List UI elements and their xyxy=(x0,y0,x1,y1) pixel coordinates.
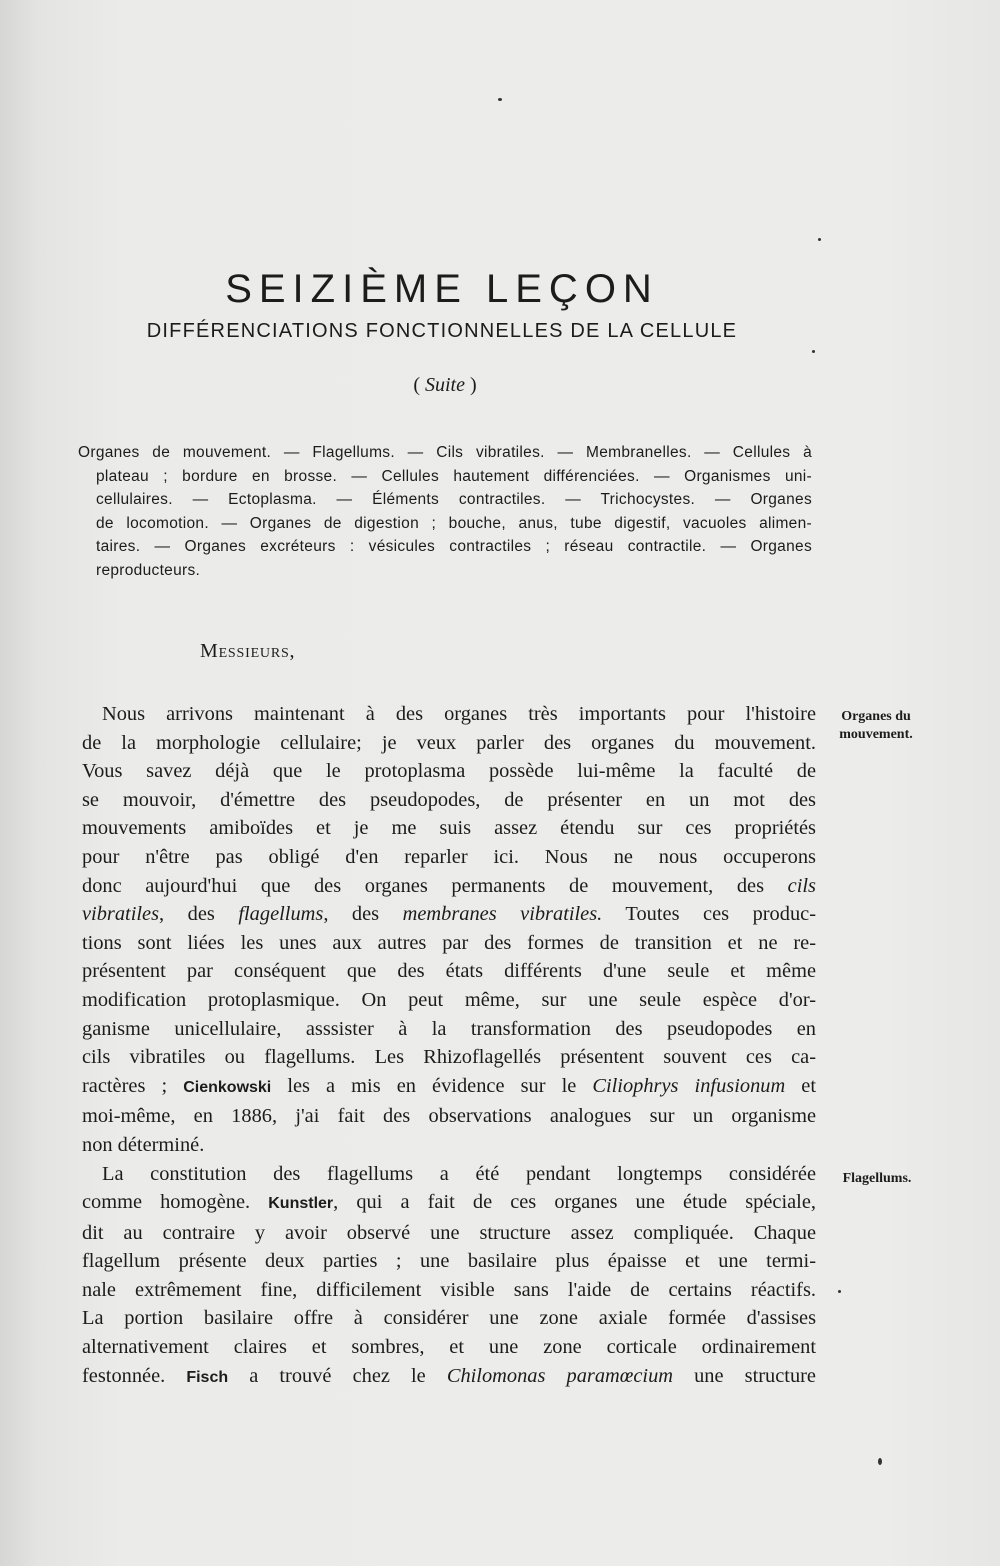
body-line: pour n'être pas obligé d'en reparler ici. Nous ne nous occuperons xyxy=(82,845,816,868)
salutation: Messieurs, xyxy=(200,640,296,662)
suite-label: ( Suite ) xyxy=(413,374,477,396)
margin-note-organes-du-mouvement xyxy=(826,708,926,744)
body-line xyxy=(82,1072,816,1103)
body-line: La portion basilaire offre à considérer une zone axiale formée d'assises xyxy=(82,1307,816,1330)
body-line xyxy=(82,1188,816,1219)
italic-term: flagellums xyxy=(238,903,324,926)
text-run: , qui a fait de ces organes une étude spéciale, xyxy=(333,1191,816,1214)
print-speck xyxy=(498,98,502,101)
body-text xyxy=(82,700,816,1392)
italic-term: membranes vibratiles. xyxy=(402,903,603,926)
body-line: se mouvoir, d'émettre des pseudopodes, de présenter en un mot des xyxy=(82,788,816,811)
print-speck xyxy=(812,350,815,353)
body-line: flagellum présente deux parties ; une basilaire plus épaisse et une termi- xyxy=(82,1250,816,1273)
italic-term: cils xyxy=(787,874,816,897)
body-line: cils vibratiles ou flagellums. Les Rhizoflagellés présentent souvent ces ca- xyxy=(82,1046,816,1069)
author-name: Kunstler xyxy=(268,1195,334,1213)
text-run: une structure xyxy=(673,1364,816,1387)
summary-line: reproducteurs. xyxy=(96,561,201,579)
summary-line: plateau ; bordure en brosse. — Cellules hautement différenciées. — Organismes uni- xyxy=(96,467,812,485)
text-run: ractères ; xyxy=(82,1074,184,1097)
text-run: , des xyxy=(323,903,403,926)
chapter-summary xyxy=(78,441,812,582)
text-run: Toutes ces produc- xyxy=(602,903,816,926)
margin-note-line: Organes du xyxy=(841,709,911,724)
body-line: Vous savez déjà que le protoplasma possède lui-même la faculté de xyxy=(82,760,816,783)
print-speck xyxy=(878,1458,882,1465)
page-title: SEIZIÈME LEÇON xyxy=(225,266,659,311)
species-name: Chilomonas paramœcium xyxy=(446,1364,673,1387)
body-line: Nous arrivons maintenant à des organes très importants pour l'histoire xyxy=(102,703,816,725)
species-name: Ciliophrys infusionum xyxy=(592,1074,786,1097)
body-line: moi-même, en 1886, j'ai fait des observations analogues sur un organisme xyxy=(82,1105,816,1128)
author-name: Cienkowski xyxy=(183,1078,272,1096)
body-line: mouvements amiboïdes et je me suis assez étendu sur ces propriétés xyxy=(82,817,816,840)
author-name: Fisch xyxy=(186,1368,229,1386)
body-line: tions sont liées les unes aux autres par des formes de transition et ne re- xyxy=(82,931,816,954)
body-line: La constitution des flagellums a été pendant longtemps considérée xyxy=(102,1162,816,1185)
body-line: dit au contraire y avoir observé une structure assez compliquée. Chaque xyxy=(82,1221,816,1244)
text-run: et xyxy=(785,1074,816,1097)
summary-line: cellulaires. — Ectoplasma. — Éléments contractiles. — Trichocystes. — Organes xyxy=(96,491,812,508)
text-run: comme homogène. xyxy=(82,1191,269,1214)
body-line xyxy=(82,872,816,901)
summary-line: taires. — Organes excréteurs : vésicules contractiles ; réseau contractile. — Organes xyxy=(96,538,812,555)
body-line: alternativement claires et sombres, et une zone corticale ordinairement xyxy=(82,1336,816,1359)
summary-line: Organes de mouvement. — Flagellums. — Cils vibratiles. — Membranelles. — Cellules à xyxy=(78,444,812,461)
text-run: donc aujourd'hui que des organes permanents de mouvement, des xyxy=(82,874,788,897)
text-run: festonnée. xyxy=(82,1364,187,1387)
summary-line: de locomotion. — Organes de digestion ; bouche, anus, tube digestif, vacuoles alimen- xyxy=(96,514,812,532)
body-line: non déterminé. xyxy=(82,1133,205,1156)
chapter-subtitle: DIFFÉRENCIATIONS FONCTIONNELLES DE LA CELLULE xyxy=(146,320,738,342)
text-run: , des xyxy=(159,903,239,926)
italic-term: vibratiles xyxy=(82,903,160,926)
body-line: modification protoplasmique. On peut même, sur une seule espèce d'or- xyxy=(82,988,816,1011)
text-run: a trouvé chez le xyxy=(228,1364,447,1387)
text-run: les a mis en évidence sur le xyxy=(271,1074,593,1097)
body-line: ganisme unicellulaire, asssister à la transformation des pseudopodes en xyxy=(82,1017,816,1040)
print-speck xyxy=(838,1290,841,1293)
body-line: présentent par conséquent que des états différents d'une seule et même xyxy=(82,960,816,983)
body-line xyxy=(82,900,816,929)
margin-note-flagellums: Flagellums. xyxy=(842,1171,912,1186)
print-speck xyxy=(818,238,821,241)
body-line xyxy=(82,1362,816,1393)
suite-text: Suite xyxy=(425,374,465,396)
body-line: de la morphologie cellulaire; je veux parler des organes du mouvement. xyxy=(82,731,816,754)
body-line: nale extrêmement fine, difficilement visible sans l'aide de certains réactifs. xyxy=(82,1278,816,1301)
margin-note-line: mouvement. xyxy=(839,727,913,742)
